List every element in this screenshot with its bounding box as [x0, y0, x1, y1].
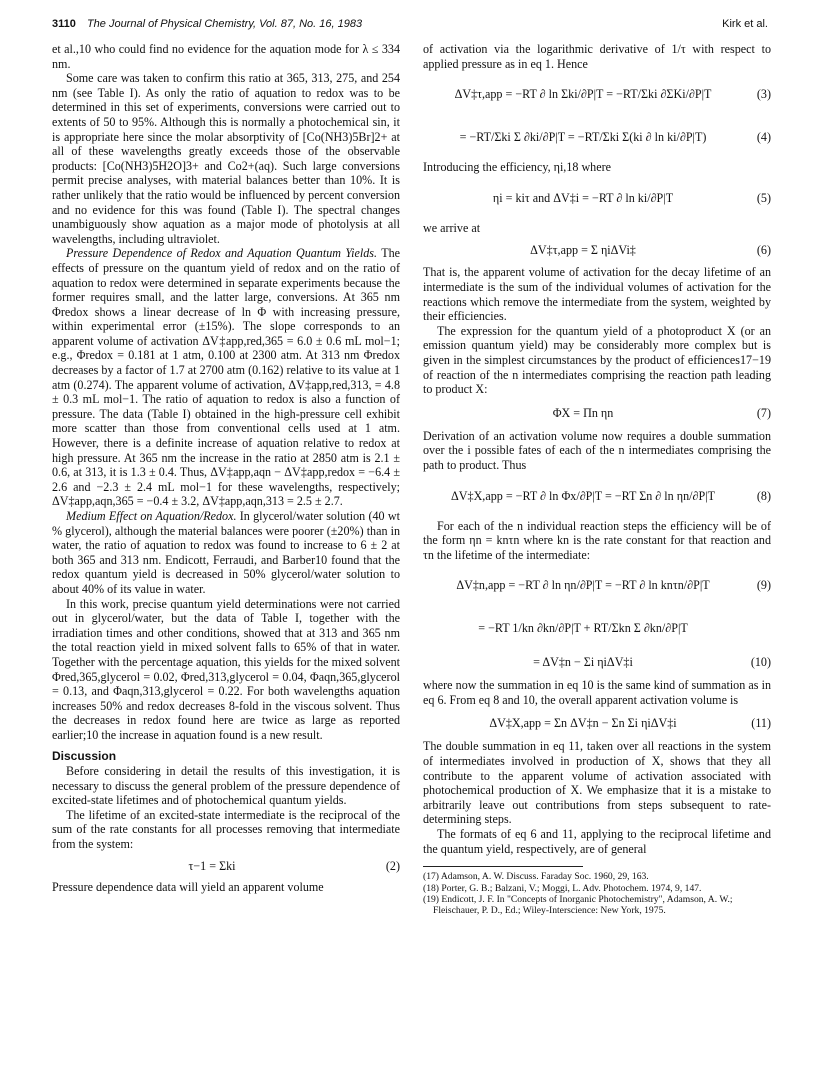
paragraph: we arrive at [423, 220, 481, 235]
paragraph: The expression for the quantum yield of a photoproduct X (or an emission quantum yield) may be considerably more complex but is given in the simplest circumstances by the product of efficiences17−19 of reaction of the n intermediates comprising the reaction path leading to product X: [423, 323, 771, 397]
equation-number: (7) [756, 405, 771, 420]
paragraph: Before considering in detail the results of this investigation, it is necessary to discuss the general problem of the pressure dependence of excited-state lifetimes and of photochemical quantum yields. [52, 764, 400, 808]
equation-body: ΦX = Πn ηn [552, 405, 614, 420]
equation-body: τ−1 = Σki [188, 858, 236, 873]
footnote-rule [423, 866, 583, 867]
equation [423, 710, 771, 736]
equation-number: (2) [385, 858, 400, 873]
paragraph [52, 246, 400, 509]
footnote: (19) Endicott, J. F. In "Concepts of Inorganic Photochemistry", Adamson, A. W.; Fleischauer, P. D., Ed.; Wiley-Interscience: New York, 1975. [423, 894, 733, 917]
paragraph: That is, the apparent volume of activation for the decay lifetime of an intermediate is the sum of the individual volumes of activation for the reactions which remove the intermediate from the system, weighted by their efficiencies. [423, 265, 771, 324]
equation [423, 565, 771, 605]
paragraph: where now the summation in eq 10 is the same kind of summation as in eq 6. From eq 8 and 10, the overall apparent activation volume is [423, 678, 771, 707]
equation [52, 855, 400, 877]
paragraph: The formats of eq 6 and 11, applying to the reciprocal lifetime and the quantum yield, respectively, are of general [423, 827, 771, 856]
paragraph: et al.,10 who could find no evidence for the aquation mode for λ ≤ 334 nm. [52, 42, 400, 71]
equation-number: (4) [756, 130, 771, 145]
equation-body: ΔV‡τ,app = Σ ηiΔVi‡ [530, 243, 636, 258]
paragraph: The double summation in eq 11, taken over all reactions in the system of intermediates involved in production of X, shows that they all contribute to the apparent volume of activation associated with photochemical production of X. We emphasize that it is a mistake to arbitrarily leave out contributions from steps subsequent to rate-determining steps. [423, 739, 771, 827]
equation-body: = ΔV‡n − Σi ηiΔV‡i [533, 655, 633, 670]
paragraph-text: In glycerol/water solution (40 wt % glycerol), although the material balances were poorer (±20%) than in water, the ratio of aquation to redox was found to increase to 6 ± 2 at both 365 and 313 nm. Endicott, Ferraudi, and Barber10 found that the redox quantum yield is decreased in 50% glycerol/water solution to about 40% of its value in water. [52, 509, 400, 596]
equation-number: (11) [751, 716, 771, 731]
page-number: 3110 [52, 18, 76, 30]
run-in-heading: Pressure Dependence of Redox and Aquation Quantum Yields. [66, 246, 378, 261]
paragraph: Some care was taken to confirm this ratio at 365, 313, 275, and 254 nm (see Table I). As only the ratio of aquation to redox was to be determined in this set of experiments, conversions were carried out to extents of 50 to 95%. Although this is normally a photochemical sin, it is appropriate here since the molar absorptivity of [Co(NH3)5Br]2+ at all of these wavelengths greatly exceeds those of the observable products: [Co(NH3)5H2O]3+ and Co2+(aq). Such large conversions permit precise analyses, with material balances better than 10%. It is rather unlikely that the ratio would be influenced by percent conversion and no evidence for this was found (Table I). The spectral changes unambiguously show aquation as a major mode of photolysis at all wavelengths, including ultraviolet. [52, 71, 400, 246]
footnote: (18) Porter, G. B.; Balzani, V.; Moggi, L. Adv. Photochem. 1974, 9, 147. [423, 882, 702, 894]
equation-body: ΔV‡n,app = −RT ∂ ln ηn/∂P|T = −RT ∂ ln knτn/∂P|T [456, 578, 710, 593]
equation-body: ηi = kiτ and ΔV‡i = −RT ∂ ln ki/∂P|T [492, 190, 674, 205]
equation-body: ΔV‡X,app = Σn ΔV‡n − Σn Σi ηiΔV‡i [489, 716, 677, 731]
equation-body: ΔV‡X,app = −RT ∂ ln Φx/∂P|T = −RT Σn ∂ ln ηn/∂P|T [451, 488, 715, 503]
paragraph-text: The effects of pressure on the quantum yield of redox and on the ratio of aquation to redox were determined in separate experiments because the former requires small, and the latter large, conversions. At 365 nm Φredox shows a linear decrease of ln Φ with increasing pressure, within experimental error (±15%). The slope corresponds to an apparent volume of activation ΔV‡app,red,365 = 6.0 ± 0.6 mL mol−1; e.g., Φredox = 0.181 at 1 atm, 0.100 at 2300 atm. At 313 nm Φredox decreases by a factor of 1.7 at 2700 atm (0.162) relative to its value at 1 atm (0.274). The apparent volume of activation, ΔV‡app,red,313, = 4.8 ± 0.3 mL mol−1. The ratio of aquation to redox is also a function of pressure. The data (Table I) obtained in the high-pressure cell exhibit more scatter than those from conventional cells used at 1 atm. However, there is a definite increase of aquation relative to redox at high pressure. At 365 nm the increase in the ratio at 2850 atm is 2.1 ± 0.6, at 313, it is 1.3 ± 0.4. Thus, ΔV‡app,aqn − ΔV‡app,redox = −6.4 ± 2.6 and −2.3 ± 2.4 mL mol−1 for these wavelengths, respectively; ΔV‡app,aqn,365 = −0.4 ± 3.2, ΔV‡app,aqn,313 = 2.5 ± 2.7. [52, 246, 400, 509]
paragraph: The lifetime of an excited-state intermediate is the reciprocal of the sum of the rate constants for all processes removing that intermediate from the system: [52, 807, 400, 852]
equation [423, 74, 771, 114]
equation-body: ΔV‡τ,app = −RT ∂ ln Σki/∂P|T = −RT/Σki ∂ΣKi/∂P|T [454, 87, 712, 102]
paragraph: Introducing the efficiency, ηi,18 where [423, 160, 611, 175]
section-heading: Discussion [52, 748, 117, 763]
equation [423, 117, 771, 157]
equation [423, 651, 771, 675]
paragraph: Pressure dependence data will yield an apparent volume [52, 879, 324, 894]
equation-number: (3) [756, 87, 771, 102]
equation-number: (10) [750, 655, 771, 670]
equation-number: (8) [756, 488, 771, 503]
equation [423, 400, 771, 426]
equation-body: = −RT/Σki Σ ∂ki/∂P|T = −RT/Σki Σ(ki ∂ ln ki/∂P|T) [459, 130, 707, 145]
equation [423, 238, 771, 262]
equation-number: (6) [756, 243, 771, 258]
paragraph: Derivation of an activation volume now requires a double summation over the i possible fates of each of the n intermediates comprising the path to product. Thus [423, 428, 771, 472]
equation [423, 608, 771, 648]
equation-number: (5) [756, 190, 771, 205]
equation [423, 178, 771, 218]
equation-body: = −RT 1/kn ∂kn/∂P|T + RT/Σkn Σ ∂kn/∂P|T [478, 621, 688, 636]
equation [423, 476, 771, 516]
paragraph: of activation via the logarithmic derivative of 1/τ with respect to applied pressure as in eq 1. Hence [423, 42, 771, 71]
paragraph [52, 509, 400, 597]
equation-number: (9) [756, 578, 771, 593]
left-column [52, 42, 400, 894]
paragraph: In this work, precise quantum yield determinations were not carried out in glycerol/water, but the data of Table I, together with the irradiation times and other conditions, showed that at 313 and 365 nm the total reaction yield in mixed solvent falls to 65% of that in water. Together with the percentage aquation, this yields for the mixed solvent Φred,365,glycerol = 0.02, Φred,313,glycerol = 0.04, Φaqn,365,glycerol = 0.13, and Φaqn,313,glycerol = 0.22. For both wavelengths aquation increases 50% and redox decreases 8-fold in the viscous solvent. Thus the decreases in redox found here are twice as large as reported earlier;10 the increase in aquation found is a new result. [52, 596, 400, 742]
running-authors: Kirk et al. [722, 18, 768, 30]
right-column [423, 42, 771, 917]
running-header [52, 18, 768, 34]
journal-citation: The Journal of Physical Chemistry, Vol. 87, No. 16, 1983 [86, 18, 363, 30]
paragraph: For each of the n individual reaction steps the efficiency will be of the form ηn = knτn where kn is the rate constant for that reaction and τn the lifetime of the intermediate: [423, 518, 771, 562]
run-in-heading: Medium Effect on Aquation/Redox. [66, 509, 237, 523]
footnote: (17) Adamson, A. W. Discuss. Faraday Soc. 1960, 29, 163. [423, 871, 649, 883]
